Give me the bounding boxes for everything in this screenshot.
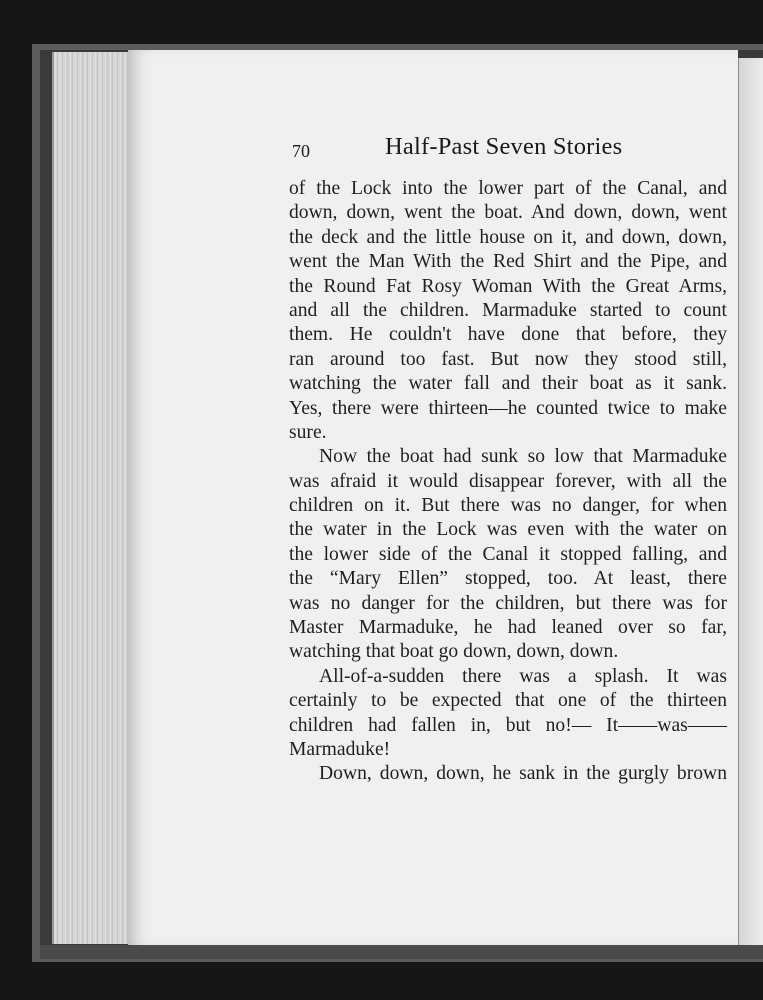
text-line: Down, down, down, he sank in the gurgly brown [319,763,727,785]
text-line: them. He couldn't have done that before, they [289,324,727,346]
text-line: the lower side of the Canal it stopped falling, and [289,543,727,565]
text-line: went the Man With the Red Shirt and the Pipe, and [289,251,727,273]
text-line: down, down, went the boat. And down, down, went [289,202,727,224]
text-line: Now the boat had sunk so low that Marmaduke [319,446,727,468]
text-line: the Round Fat Rosy Woman With the Great Arms, [289,275,727,297]
text-line: the water in the Lock was even with the water on [289,519,727,541]
text-line: was no danger for the children, but there was for [289,592,727,614]
text-line: Yes, there were thirteen—he counted twice to make [289,397,727,419]
text-line: and all the children. Marmaduke started to count [289,299,727,321]
text-line: ran around too fast. But now they stood still, [289,348,727,370]
text-line: All-of-a-sudden there was a splash. It was [319,665,727,687]
facing-page-edge [738,58,763,946]
text-line: children on it. But there was no danger, for when [289,495,727,517]
text-line: sure. [289,421,327,443]
text-line: the “Mary Ellen” stopped, too. At least, there [289,568,727,590]
text-line: of the Lock into the lower part of the Canal, and [289,178,727,199]
running-title: Half-Past Seven Stories [385,133,623,160]
text-line: the deck and the little house on it, and down, down, [289,226,727,248]
text-line: certainly to be expected that one of the thirteen [289,690,727,712]
text-line: watching that boat go down, down, down. [289,641,619,663]
text-line: children had fallen in, but no!— It——was—— [289,714,727,736]
page-header [292,133,732,163]
body-text [289,177,727,787]
text-line: was afraid it would disappear forever, with all the [289,470,727,492]
cover-bottom-edge [40,945,763,959]
text-line: Marmaduke! [289,738,391,760]
text-line: Master Marmaduke, he had leaned over so far, [289,617,727,639]
text-line: watching the water fall and their boat as it sank. [289,373,727,395]
page-number: 70 [292,141,310,161]
